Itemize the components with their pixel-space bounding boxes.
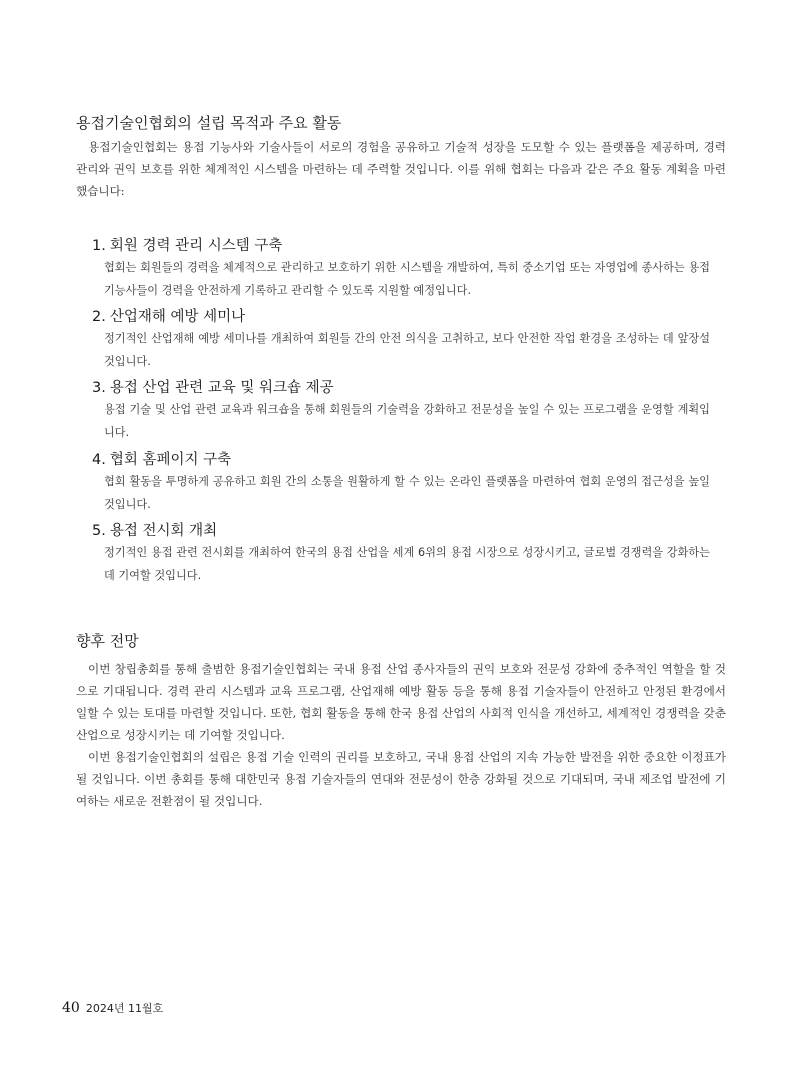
plan-item-title-text: 산업재해 예방 세미나: [109, 309, 246, 325]
plan-item-description: 협회 활동을 투명하게 공유하고 회원 간의 소통을 원활하게 할 수 있는 온라인 플랫폼을 마련하여 협회 운영의 접근성을 높일 것입니다.: [104, 475, 710, 511]
issue-label: 2024년 11월호: [85, 1002, 164, 1015]
plan-item-title-text: 용접 전시회 개최: [109, 523, 218, 539]
page-footer: [62, 1000, 163, 1016]
outlook-paragraph: 이번 용접기술인협회의 설립은 용접 기술 인력의 권리를 보호하고, 국내 용접 산업의 지속 가능한 발전을 위한 중요한 이정표가 될 것입니다. 이번 총회를 통해 대한민국 용접 기술자들의 연대와 전문성이 한층 강화될 것으로 기대되며, 국내 제조업 발전에 기여하는 새로운 전환점이 될 것입니다.: [76, 750, 726, 808]
plan-item-title: [92, 376, 334, 397]
plan-item-number: 1.: [92, 238, 106, 254]
outlook-paragraph: 이번 창립총회를 통해 출범한 용접기술인협회는 국내 용접 산업 종사자들의 권익 보호와 전문성 강화에 중추적인 역할을 할 것으로 기대됩니다. 경력 관리 시스템과 교육 프로그램, 산업재해 예방 활동 등을 통해 용접 기술자들이 안전하고 안정된 환경에서 일할 수 있는 토대를 마련할 것입니다. 또한, 협회 활동을 통해 한국 용접 산업의 사회적 인식을 개선하고, 세계적인 경쟁력을 갖춘 산업으로 성장시키는 데 기여할 것입니다.: [76, 662, 726, 742]
plan-item-description: 협회는 회원들의 경력을 체계적으로 관리하고 보호하기 위한 시스템을 개발하여, 특히 중소기업 또는 자영업에 종사하는 용접 기능사들이 경력을 안전하게 기록하고 관리할 수 있도록 지원할 예정입니다.: [104, 261, 710, 297]
plan-item-title-text: 협회 홈페이지 구축: [109, 452, 232, 468]
plan-item-number: 4.: [92, 452, 106, 468]
section-title-purpose: 용접기술인협회의 설립 목적과 주요 활동: [76, 114, 342, 132]
plan-item-number: 5.: [92, 523, 106, 539]
plan-item-title-text: 회원 경력 관리 시스템 구축: [109, 238, 283, 254]
plan-item-title: [92, 448, 231, 469]
plan-item-title: [92, 519, 217, 540]
intro-paragraph: 용접기술인협회는 용접 기능사와 기술사들이 서로의 경험을 공유하고 기술적 성장을 도모할 수 있는 플랫폼을 제공하며, 경력 관리와 권익 보호를 위한 체계적인 시스템을 마련하는 데 주력할 것입니다. 이를 위해 협회는 다음과 같은 주요 활동 계획을 마련했습니다:: [76, 140, 726, 198]
plan-item-description: 용접 기술 및 산업 관련 교육과 워크숍을 통해 회원들의 기술력을 강화하고 전문성을 높일 수 있는 프로그램을 운영할 계획입니다.: [104, 403, 710, 439]
plan-item-number: 3.: [92, 380, 106, 396]
plan-item-description: 정기적인 용접 관련 전시회를 개최하여 한국의 용접 산업을 세계 6위의 용접 시장으로 성장시키고, 글로벌 경쟁력을 강화하는 데 기여할 것입니다.: [104, 546, 710, 582]
plan-item-title: [92, 234, 282, 255]
section-title-outlook: 향후 전망: [76, 632, 139, 650]
page-number: 40: [62, 1000, 80, 1016]
plan-item-title-text: 용접 산업 관련 교육 및 워크숍 제공: [109, 380, 334, 396]
plan-item-description: 정기적인 산업재해 예방 세미나를 개최하여 회원들 간의 안전 의식을 고취하고, 보다 안전한 작업 환경을 조성하는 데 앞장설 것입니다.: [104, 332, 710, 368]
plan-item-number: 2.: [92, 309, 106, 325]
plan-item-title: [92, 305, 245, 326]
